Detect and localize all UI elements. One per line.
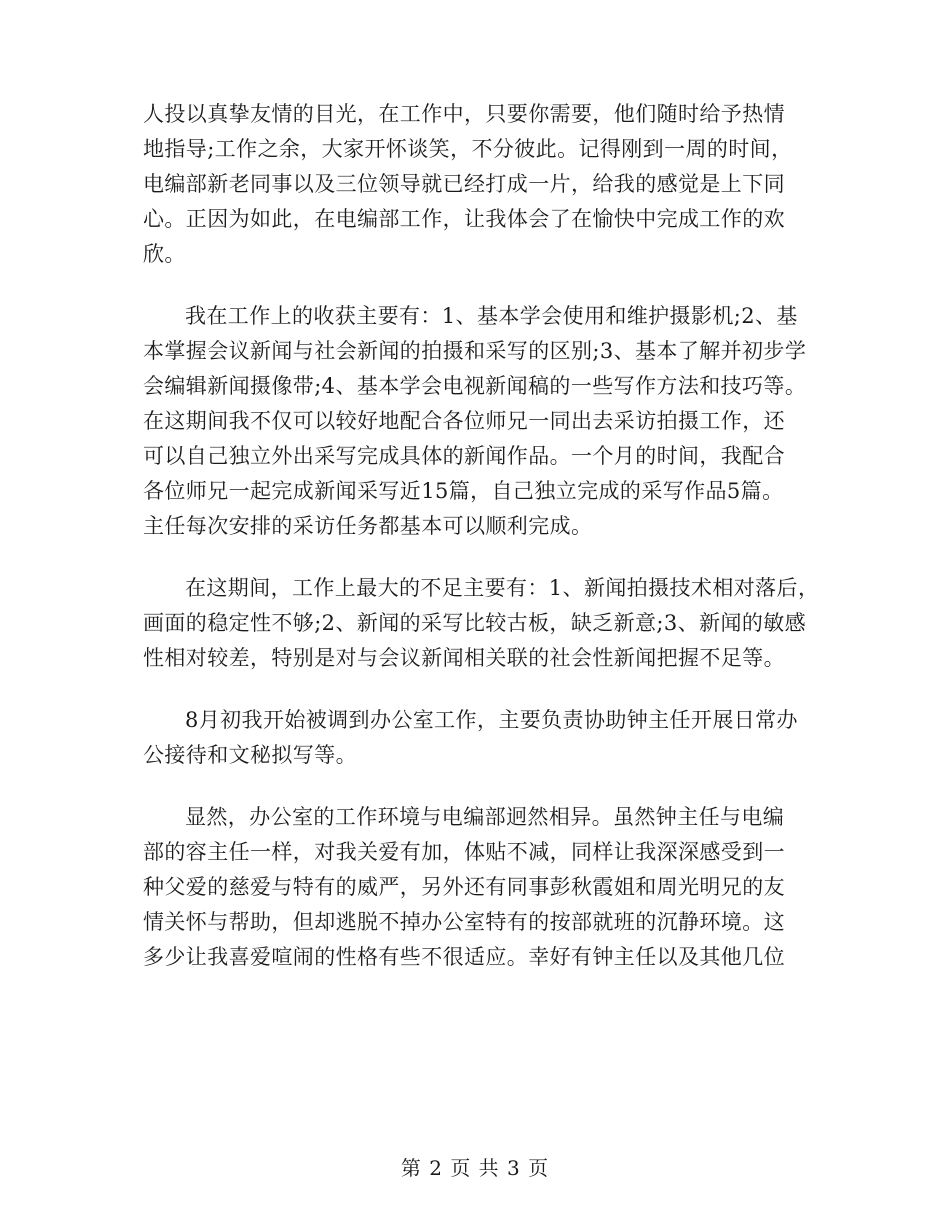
text-line: 显然，办公室的工作环境与电编部迥然相异。虽然钟主任与电编 (185, 805, 785, 829)
text-line: 在这期间我不仅可以较好地配合各位师兄一同出去采访拍摄工作，还 (143, 409, 785, 433)
text-line: 画面的稳定性不够;2、新闻的采写比较古板，缺乏新意;3、新闻的敏感 (143, 611, 807, 635)
page-footer: 第 2 页 共 3 页 (400, 1156, 550, 1180)
paragraph (143, 97, 809, 272)
text-line: 我在工作上的收获主要有：1、基本学会使用和维护摄影机;2、基 (185, 304, 798, 328)
text-line: 地指导;工作之余，大家开怀谈笑，不分彼此。记得刚到一周的时间， (143, 137, 793, 161)
text-line: 情关怀与帮助，但却逃脱不掉办公室特有的按部就班的沉静环境。这 (143, 910, 785, 934)
text-line: 性相对较差，特别是对与会议新闻相关联的社会性新闻把握不足等。 (143, 646, 785, 670)
text-line: 公接待和文秘拟写等。 (143, 743, 357, 767)
text-line: 可以自己独立外出采写完成具体的新闻作品。一个月的时间，我配合 (143, 444, 785, 468)
text-line: 会编辑新闻摄像带;4、基本学会电视新闻稿的一些写作方法和技巧等。 (143, 374, 807, 398)
paragraph (143, 299, 809, 544)
text-line: 欣。 (143, 242, 186, 266)
text-line: 电编部新老同事以及三位领导就已经打成一片，给我的感觉是上下同 (143, 172, 785, 196)
text-line: 各位师兄一起完成新闻采写近15篇，自己独立完成的采写作品5篇。 (143, 479, 784, 503)
text-line: 8月初我开始被调到办公室工作，主要负责协助钟主任开展日常办 (185, 708, 798, 732)
text-line: 主任每次安排的采访任务都基本可以顺利完成。 (143, 514, 593, 538)
paragraph (143, 571, 820, 676)
text-line: 多少让我喜爱喧闹的性格有些不很适应。幸好有钟主任以及其他几位 (143, 945, 785, 969)
text-line: 人投以真挚友情的目光，在工作中，只要你需要，他们随时给予热情 (143, 102, 785, 126)
paragraph (143, 800, 809, 975)
text-line: 种父爱的慈爱与特有的威严，另外还有同事彭秋霞姐和周光明兄的友 (143, 875, 785, 899)
text-line: 心。正因为如此，在电编部工作，让我体会了在愉快中完成工作的欢 (143, 207, 785, 231)
text-line: 部的容主任一样，对我关爱有加，体贴不减，同样让我深深感受到一 (143, 840, 785, 864)
text-line: 本掌握会议新闻与社会新闻的拍摄和采写的区别;3、基本了解并初步学 (143, 339, 807, 363)
text-line: 在这期间，工作上最大的不足主要有：1、新闻拍摄技术相对落后， (185, 576, 820, 600)
paragraph (143, 703, 809, 773)
document-body (143, 97, 820, 1002)
